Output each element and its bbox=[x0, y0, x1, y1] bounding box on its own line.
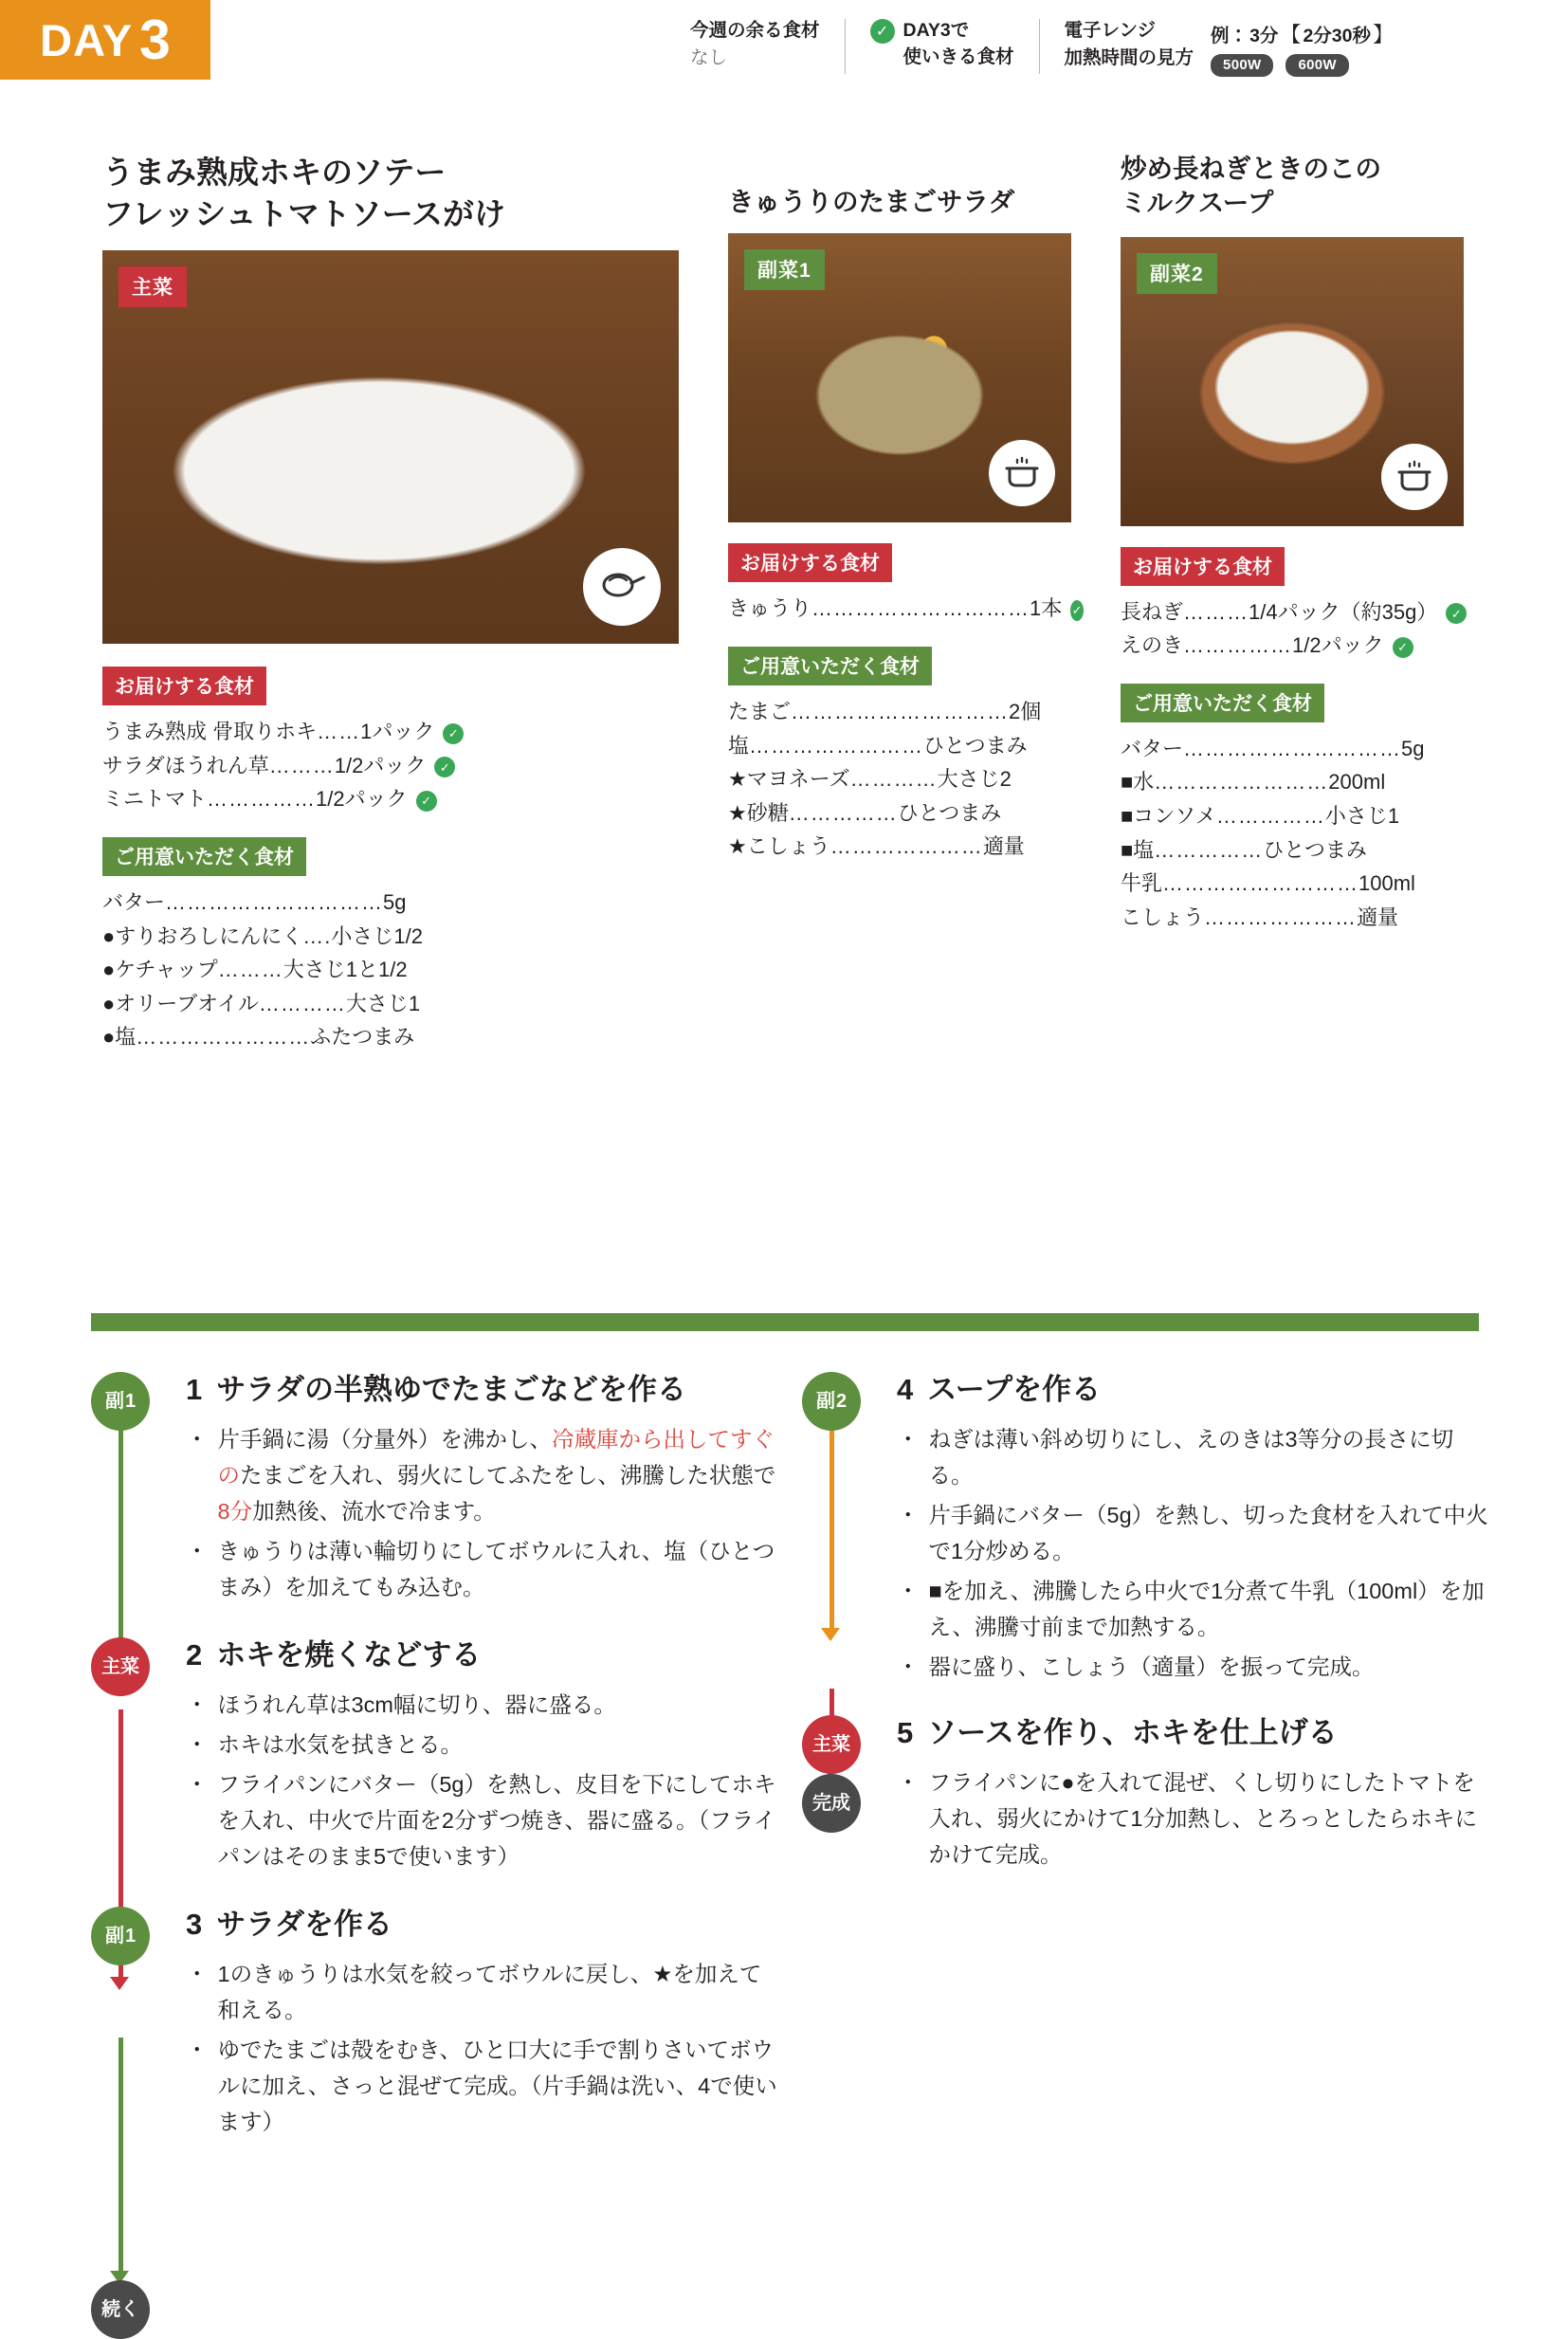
example-prefix: 例： bbox=[1211, 26, 1249, 46]
step-heading: サラダの半熟ゆでたまごなどを作る bbox=[216, 1373, 686, 1406]
step-title-3 bbox=[186, 1907, 783, 1944]
ingredient-name: 牛乳 bbox=[1121, 871, 1163, 896]
ingredient-name: ■水 bbox=[1121, 770, 1155, 795]
check-circle-icon: ✓ bbox=[416, 791, 437, 812]
dish-title-main bbox=[102, 152, 681, 234]
bullet-text: 片手鍋にバター（5g）を熱し、切った食材を入れて中火で1分炒める。 bbox=[928, 1502, 1488, 1563]
bullet-dot-icon: ・ bbox=[186, 1731, 209, 1757]
badge-number: 2 bbox=[835, 1391, 848, 1412]
bullet-dot-icon: ・ bbox=[897, 1502, 920, 1527]
ingredient-amount: 1/2パック bbox=[316, 787, 408, 812]
ingredient-name: サラダほうれん草 bbox=[102, 753, 269, 777]
ingredient-dots: …………………… bbox=[1154, 770, 1329, 795]
ingredient-row bbox=[102, 782, 681, 816]
ingredient-row bbox=[728, 830, 1084, 864]
step-item-4 bbox=[802, 1372, 1494, 1685]
dish-photo-side1 bbox=[728, 233, 1071, 522]
ingredient-row bbox=[102, 749, 681, 783]
ingredient-name: こしょう bbox=[1121, 905, 1205, 929]
ingredient-name: ★マヨネーズ bbox=[728, 767, 850, 792]
step-badge-main bbox=[802, 1715, 861, 1774]
ingredient-name: 塩 bbox=[728, 733, 750, 758]
step-bullet bbox=[897, 1649, 1494, 1685]
step-bullet bbox=[897, 1573, 1494, 1645]
bullet-dot-icon: ・ bbox=[186, 1426, 209, 1452]
bullet-text: ■を加え、沸騰したら中火で1分煮て牛乳（100ml）を加え、沸騰寸前まで加熱する。 bbox=[928, 1579, 1485, 1640]
step-item-5 bbox=[802, 1715, 1494, 1873]
flow-end-badge-continue bbox=[91, 2280, 150, 2339]
bullet-text bbox=[218, 1421, 784, 1529]
bullet-text: 器に盛り、こしょう（適量）を振って完成。 bbox=[928, 1654, 1375, 1680]
dish-title-side2 bbox=[1121, 152, 1490, 221]
ingredient-name: バター bbox=[1121, 736, 1184, 760]
step-bullet bbox=[897, 1764, 1494, 1873]
ingredient-dots: ………… bbox=[258, 991, 346, 1015]
step-body-4 bbox=[897, 1421, 1494, 1685]
ingredient-amount: 1/2パック bbox=[1292, 633, 1384, 658]
flow-line bbox=[830, 1421, 834, 1632]
bullet-dot-icon: ・ bbox=[186, 1691, 209, 1717]
check-circle-icon: ✓ bbox=[1070, 600, 1084, 621]
ingredient-amount: 1/4パック（約35g） bbox=[1249, 599, 1438, 624]
microwave-guide-cell bbox=[1040, 17, 1418, 77]
ingredient-amount: 小さじ1 bbox=[1324, 804, 1400, 829]
pot-icon bbox=[989, 440, 1055, 506]
ingredient-row bbox=[1121, 799, 1490, 833]
deliver-heading-side2: お届けする食材 bbox=[1121, 547, 1285, 586]
ingredient-row bbox=[1121, 901, 1490, 935]
watt-badge-500: 500W bbox=[1211, 54, 1273, 77]
pot-icon bbox=[1381, 444, 1448, 510]
step-heading: ホキを焼くなどする bbox=[216, 1638, 482, 1672]
day-badge bbox=[0, 0, 210, 80]
check-circle-icon: ✓ bbox=[434, 757, 455, 777]
step-number: 1 bbox=[186, 1373, 203, 1406]
ingredients-prepare-side1 bbox=[728, 647, 1084, 864]
ingredient-dots: ………………………… bbox=[1183, 736, 1402, 760]
ingredient-dots: …………………… bbox=[136, 1025, 311, 1050]
step-title-2 bbox=[186, 1637, 783, 1674]
ingredient-row bbox=[728, 695, 1084, 729]
ingredient-amount: 5g bbox=[383, 889, 407, 914]
useup-ingredients-cell bbox=[846, 17, 1039, 71]
ingredient-dots: …………… bbox=[788, 800, 898, 825]
microwave-line2: 加熱時間の見方 bbox=[1064, 47, 1194, 69]
ingredient-dots: ……………………… bbox=[1162, 871, 1359, 896]
leftover-value: なし bbox=[690, 47, 728, 69]
section-divider-bar bbox=[91, 1313, 1479, 1331]
ingredient-row bbox=[102, 886, 681, 920]
ingredient-row bbox=[102, 987, 681, 1021]
badge-label: 主菜 bbox=[812, 1734, 850, 1756]
example-time-600: 2分30秒 bbox=[1303, 26, 1371, 46]
ingredient-amount: 適量 bbox=[982, 834, 1025, 859]
prepare-heading-main: ご用意いただく食材 bbox=[102, 837, 306, 876]
ingredient-name: ●塩 bbox=[102, 1025, 137, 1050]
ingredient-amount: ひとつまみ bbox=[923, 733, 1028, 758]
step-title-1 bbox=[186, 1372, 783, 1409]
microwave-label bbox=[1065, 17, 1194, 73]
ingredient-row bbox=[728, 592, 1084, 626]
leftover-ingredients-cell bbox=[690, 17, 845, 73]
ingredient-amount: 適量 bbox=[1357, 905, 1399, 929]
dish-card-side1 bbox=[728, 185, 1084, 864]
check-circle-icon: ✓ bbox=[1393, 637, 1413, 658]
ingredient-name: ★こしょう bbox=[728, 834, 830, 859]
ingredient-name: ■塩 bbox=[1121, 837, 1155, 862]
bullet-dot-icon: ・ bbox=[186, 1538, 209, 1563]
leftover-label: 今週の余る食材 bbox=[690, 20, 820, 41]
day-word: DAY bbox=[40, 14, 134, 65]
bullet-dot-icon: ・ bbox=[186, 1961, 209, 1986]
ingredient-amount: ひとつまみ bbox=[1263, 837, 1367, 862]
badge-label: 続く bbox=[101, 2299, 139, 2320]
ingredient-row bbox=[1121, 732, 1490, 766]
ingredient-amount: 1本 bbox=[1030, 596, 1063, 621]
bracket-open: 【 bbox=[1280, 23, 1302, 46]
step-bullet bbox=[186, 1687, 783, 1723]
dish-photo-side2 bbox=[1121, 237, 1464, 526]
ingredient-dots: ………………… bbox=[830, 834, 983, 859]
step-title-4 bbox=[897, 1372, 1494, 1409]
bracket-close: 】 bbox=[1372, 23, 1394, 46]
prepare-list-main bbox=[102, 886, 681, 1054]
bullet-dot-icon: ・ bbox=[186, 1771, 209, 1797]
ingredient-dots: ………………… bbox=[1204, 905, 1358, 929]
deliver-list-side2 bbox=[1121, 595, 1490, 663]
step-bullet bbox=[186, 1533, 783, 1605]
bullet-dot-icon: ・ bbox=[897, 1426, 920, 1452]
badge-label: 副 bbox=[104, 1391, 124, 1412]
step-bullet bbox=[186, 2032, 783, 2140]
ingredients-prepare-main bbox=[102, 837, 681, 1054]
ingredient-dots: ………… bbox=[849, 767, 938, 792]
step-item-1 bbox=[91, 1372, 783, 1605]
ingredient-amount: ふたつまみ bbox=[310, 1025, 415, 1050]
bullet-dot-icon: ・ bbox=[897, 1769, 920, 1795]
ingredient-row bbox=[1121, 595, 1490, 630]
ingredient-dots: ………………………… bbox=[165, 889, 384, 914]
deliver-list-main bbox=[102, 715, 681, 816]
ingredient-amount: 200ml bbox=[1328, 770, 1386, 795]
ingredient-row bbox=[1121, 867, 1490, 901]
step-badge-side1 bbox=[91, 1907, 150, 1965]
step-title-5 bbox=[897, 1715, 1494, 1752]
bullet-text: ねぎは薄い斜め切りにし、えのきは3等分の長さに切る。 bbox=[928, 1426, 1454, 1488]
dish-tag-side2: 副菜2 bbox=[1137, 253, 1217, 294]
bullet-text: ゆでたまごは殻をむき、ひと口大に手で割りさいてボウルに加え、さっと混ぜて完成。（片手鍋は洗い、4で使います） bbox=[217, 2037, 777, 2135]
check-circle-icon: ✓ bbox=[443, 723, 464, 744]
example-time-500: 3分 bbox=[1249, 26, 1279, 46]
ingredient-name: ミニトマト bbox=[102, 787, 208, 812]
ingredient-amount: 100ml bbox=[1358, 871, 1415, 896]
dish-card-side2 bbox=[1121, 152, 1490, 935]
bullet-frag-highlight: 冷蔵庫から出してすぐの bbox=[217, 1426, 775, 1488]
step-item-3 bbox=[91, 1907, 783, 2140]
bullet-text: きゅうりは薄い輪切りにしてボウルに入れ、塩（ひとつまみ）を加えてもみ込む。 bbox=[217, 1538, 775, 1599]
check-circle-icon: ✓ bbox=[1446, 603, 1467, 624]
deliver-heading-side1: お届けする食材 bbox=[728, 543, 892, 582]
ingredient-row bbox=[1121, 629, 1490, 663]
ingredient-dots: ………………………… bbox=[811, 596, 1030, 621]
ingredient-amount: 1パック bbox=[360, 720, 435, 744]
header-info-strip bbox=[690, 17, 1418, 77]
ingredients-deliver-main bbox=[102, 667, 681, 816]
bullet-frag: たまごを入れ、弱火にしてふたをし、沸騰した状態で bbox=[240, 1462, 776, 1488]
deliver-heading-main: お届けする食材 bbox=[102, 667, 266, 705]
steps-column-right bbox=[802, 1368, 1494, 1876]
dish-title-line2: ミルクスープ bbox=[1121, 188, 1274, 218]
ingredient-name: 長ねぎ bbox=[1121, 599, 1184, 624]
dish-title-line1: きゅうりのたまごサラダ bbox=[728, 187, 1015, 216]
ingredients-deliver-side1 bbox=[728, 543, 1084, 626]
watt-badge-600: 600W bbox=[1285, 54, 1348, 77]
step-number: 2 bbox=[186, 1638, 203, 1672]
bullet-frag-highlight: 8分 bbox=[217, 1498, 253, 1524]
ingredient-dots: …………… bbox=[1154, 837, 1264, 862]
flow-line bbox=[119, 2037, 123, 2275]
bullet-text: ほうれん草は3cm幅に切り、器に盛る。 bbox=[217, 1691, 616, 1717]
ingredient-row bbox=[102, 715, 681, 749]
useup-text bbox=[903, 17, 1014, 71]
ingredient-row bbox=[102, 1020, 681, 1054]
bullet-dot-icon: ・ bbox=[897, 1654, 920, 1680]
bullet-frag: 加熱後、流水で冷ます。 bbox=[252, 1498, 496, 1524]
dish-title-line1: 炒め長ねぎときのこの bbox=[1121, 154, 1381, 183]
microwave-example bbox=[1211, 17, 1394, 77]
bullet-text: フライパンにバター（5g）を熱し、皮目を下にしてホキを入れ、中火で片面を2分ずつ焼き、器に盛る。（フライパンはそのまま5で使います） bbox=[217, 1771, 776, 1870]
badge-label: 主菜 bbox=[101, 1656, 139, 1678]
microwave-line1: 電子レンジ bbox=[1064, 20, 1157, 41]
ingredient-dots: …………… bbox=[1183, 633, 1293, 658]
step-number: 3 bbox=[186, 1908, 203, 1942]
ingredient-name: たまご bbox=[728, 699, 792, 723]
prepare-list-side2 bbox=[1121, 732, 1490, 935]
ingredient-name: ★砂糖 bbox=[728, 800, 789, 825]
ingredient-dots: ………………………… bbox=[791, 699, 1010, 723]
ingredient-amount: 大さじ1と1/2 bbox=[283, 958, 408, 982]
ingredient-dots: …… bbox=[317, 720, 361, 744]
step-bullet bbox=[186, 1766, 783, 1874]
ingredient-row bbox=[728, 729, 1084, 763]
ingredient-dots: ……… bbox=[268, 753, 335, 777]
bullet-text: 1のきゅうりは水気を絞ってボウルに戻し、★を加えて和える。 bbox=[217, 1961, 762, 2022]
bullet-text: フライパンに●を入れて混ぜ、くし切りにしたトマトを入れ、弱火にかけて1分加熱し、とろっとしたらホキにかけて完成。 bbox=[928, 1769, 1477, 1868]
step-bullet bbox=[186, 1727, 783, 1763]
ingredient-name: ●ケチャップ bbox=[102, 958, 218, 982]
ingredient-amount: 大さじ1 bbox=[345, 991, 421, 1015]
flow-arrow bbox=[821, 1628, 840, 1641]
dish-card-main bbox=[102, 152, 681, 1054]
bullet-text: ホキは水気を拭きとる。 bbox=[217, 1731, 463, 1757]
dish-title-side1 bbox=[728, 185, 1084, 219]
step-heading: ソースを作り、ホキを仕上げる bbox=[927, 1716, 1338, 1750]
step-badge-side1 bbox=[91, 1372, 150, 1431]
ingredient-name: ■コンソメ bbox=[1121, 804, 1216, 829]
ingredient-dots: …. bbox=[302, 923, 332, 948]
bullet-dot-icon: ・ bbox=[186, 2037, 209, 2062]
step-badge-main bbox=[91, 1637, 150, 1696]
ingredient-dots: …………… bbox=[1215, 804, 1325, 829]
day-number: 3 bbox=[139, 8, 171, 71]
flow-end-badge-complete bbox=[802, 1774, 861, 1833]
ingredient-amount: 1/2パック bbox=[334, 753, 427, 777]
step-body-5 bbox=[897, 1764, 1494, 1873]
ingredient-name: ●すりおろしにんにく bbox=[102, 923, 303, 948]
ingredient-dots: …………………… bbox=[749, 733, 924, 758]
ingredient-dots: …………… bbox=[207, 787, 317, 812]
step-item-2 bbox=[91, 1637, 783, 1874]
step-bullet bbox=[897, 1421, 1494, 1493]
step-badge-side2 bbox=[802, 1372, 861, 1431]
check-circle-icon: ✓ bbox=[870, 19, 895, 44]
steps-column-left bbox=[91, 1368, 783, 2320]
ingredient-amount: 大さじ2 bbox=[937, 767, 1012, 792]
ingredient-name: きゅうり bbox=[728, 596, 812, 621]
ingredient-row bbox=[1121, 833, 1490, 868]
prepare-heading-side1: ご用意いただく食材 bbox=[728, 647, 932, 685]
badge-number: 1 bbox=[124, 1391, 137, 1412]
step-number: 5 bbox=[897, 1716, 914, 1750]
ingredient-amount: 5g bbox=[1401, 736, 1425, 760]
ingredient-amount: 2個 bbox=[1009, 699, 1042, 723]
ingredient-row bbox=[728, 762, 1084, 796]
step-heading: スープを作る bbox=[927, 1373, 1102, 1406]
flow-line bbox=[119, 1421, 123, 1653]
badge-label: 副 bbox=[104, 1926, 124, 1947]
ingredient-name: えのき bbox=[1121, 633, 1184, 658]
step-bullet bbox=[897, 1497, 1494, 1569]
step-bullet bbox=[186, 1956, 783, 2028]
ingredients-deliver-side2 bbox=[1121, 547, 1490, 663]
ingredient-amount: 小さじ1/2 bbox=[331, 923, 424, 948]
ingredient-row bbox=[102, 953, 681, 987]
step-bullet bbox=[186, 1421, 783, 1529]
step-body-2 bbox=[186, 1687, 783, 1874]
useup-line1: DAY3で bbox=[903, 20, 970, 41]
ingredients-prepare-side2 bbox=[1121, 684, 1490, 935]
dish-title-line2: フレッシュトマトソースがけ bbox=[102, 195, 506, 231]
ingredient-name: うまみ熟成 骨取りホキ bbox=[102, 720, 318, 744]
badge-label: 完成 bbox=[812, 1793, 850, 1814]
dish-title-line1: うまみ熟成ホキのソテー bbox=[102, 155, 447, 190]
useup-line2: 使いきる食材 bbox=[903, 46, 1014, 68]
ingredient-row bbox=[102, 920, 681, 954]
deliver-list-side1 bbox=[728, 592, 1084, 626]
dish-tag-main: 主菜 bbox=[119, 266, 187, 307]
dish-photo-main bbox=[102, 250, 679, 644]
dish-tag-side1: 副菜1 bbox=[744, 249, 825, 290]
ingredient-row bbox=[728, 796, 1084, 831]
badge-label: 副 bbox=[815, 1391, 835, 1412]
step-body-3 bbox=[186, 1956, 783, 2140]
ingredient-name: ●オリーブオイル bbox=[102, 991, 259, 1015]
prepare-heading-side2: ご用意いただく食材 bbox=[1121, 684, 1324, 722]
page-header bbox=[0, 0, 1568, 106]
ingredient-name: バター bbox=[102, 889, 166, 914]
bullet-frag: 片手鍋に湯（分量外）を沸かし、 bbox=[217, 1426, 552, 1452]
ingredient-amount: ひとつまみ bbox=[897, 800, 1002, 825]
ingredient-dots: ……… bbox=[1183, 599, 1249, 624]
ingredient-dots: ……… bbox=[217, 958, 283, 982]
step-number: 4 bbox=[897, 1373, 914, 1406]
frying-pan-icon bbox=[583, 548, 661, 626]
bullet-dot-icon: ・ bbox=[897, 1579, 920, 1603]
ingredient-row bbox=[1121, 765, 1490, 799]
step-heading: サラダを作る bbox=[216, 1908, 392, 1942]
prepare-list-side1 bbox=[728, 695, 1084, 864]
badge-number: 1 bbox=[124, 1926, 137, 1947]
step-body-1 bbox=[186, 1421, 783, 1605]
flow-arrow bbox=[110, 1977, 129, 1990]
